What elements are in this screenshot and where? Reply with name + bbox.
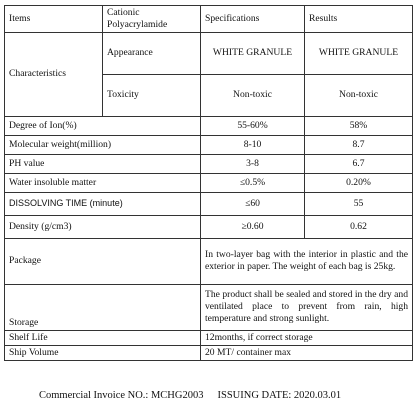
row-spec: 3-8 [201, 154, 305, 173]
shelf-life-label: Shelf Life [5, 330, 201, 345]
invoice-footer [39, 390, 341, 401]
table-header-row [5, 6, 413, 33]
shelf-life-text: 12months, if correct storage [201, 330, 413, 345]
issuing-date: ISSUING DATE: 2020.03.01 [217, 390, 342, 401]
table-row [5, 154, 413, 173]
package-text: In two-layer bag with the interior in plastic and the exterior in paper. The weight of each bag is 25kg. [201, 238, 413, 284]
row-result: 0.20% [305, 173, 413, 192]
package-label: Package [5, 238, 201, 284]
row-result: 0.62 [305, 215, 413, 238]
header-results: Results [305, 6, 413, 33]
storage-row [5, 284, 413, 330]
storage-text: The product shall be sealed and stored in the dry and ventilated place to prevent from rain, high temperature and strong sunlight. [201, 284, 413, 330]
header-specifications: Specifications [201, 6, 305, 33]
row-spec: 55-60% [201, 116, 305, 135]
row-spec: 8-10 [201, 135, 305, 154]
row-spec: ≤60 [201, 192, 305, 215]
row-result: 55 [305, 192, 413, 215]
table-row [5, 32, 413, 74]
toxicity-spec: Non-toxic [201, 74, 305, 116]
ship-volume-row [5, 345, 413, 360]
row-spec: ≥0.60 [201, 215, 305, 238]
table-row [5, 173, 413, 192]
row-result: 58% [305, 116, 413, 135]
row-item: PH value [5, 154, 201, 173]
row-item: DISSOLVING TIME (minute) [5, 192, 201, 215]
shelf-life-row [5, 330, 413, 345]
row-item: Water insoluble matter [5, 173, 201, 192]
table-row [5, 116, 413, 135]
ship-volume-label: Ship Volume [5, 345, 201, 360]
toxicity-result: Non-toxic [305, 74, 413, 116]
appearance-result: WHITE GRANULE [305, 32, 413, 74]
characteristics-label: Characteristics [5, 32, 103, 116]
row-result: 8.7 [305, 135, 413, 154]
storage-label: Storage [5, 284, 201, 330]
package-row [5, 238, 413, 284]
table-row [5, 135, 413, 154]
table-row [5, 192, 413, 215]
header-items: Items [5, 6, 103, 33]
row-item: Molecular weight(million) [5, 135, 201, 154]
row-spec: ≤0.5% [201, 173, 305, 192]
table-row [5, 215, 413, 238]
row-result: 6.7 [305, 154, 413, 173]
row-item: Density (g/cm3) [5, 215, 201, 238]
appearance-label: Appearance [103, 32, 201, 74]
header-product: Cationic Polyacrylamide [103, 6, 201, 33]
appearance-spec: WHITE GRANULE [201, 32, 305, 74]
toxicity-label: Toxicity [103, 74, 201, 116]
specification-table [4, 5, 413, 361]
ship-volume-text: 20 MT/ container max [201, 345, 413, 360]
row-item: Degree of Ion(%) [5, 116, 201, 135]
invoice-number: Commercial Invoice NO.: MCHG2003 [39, 390, 204, 401]
